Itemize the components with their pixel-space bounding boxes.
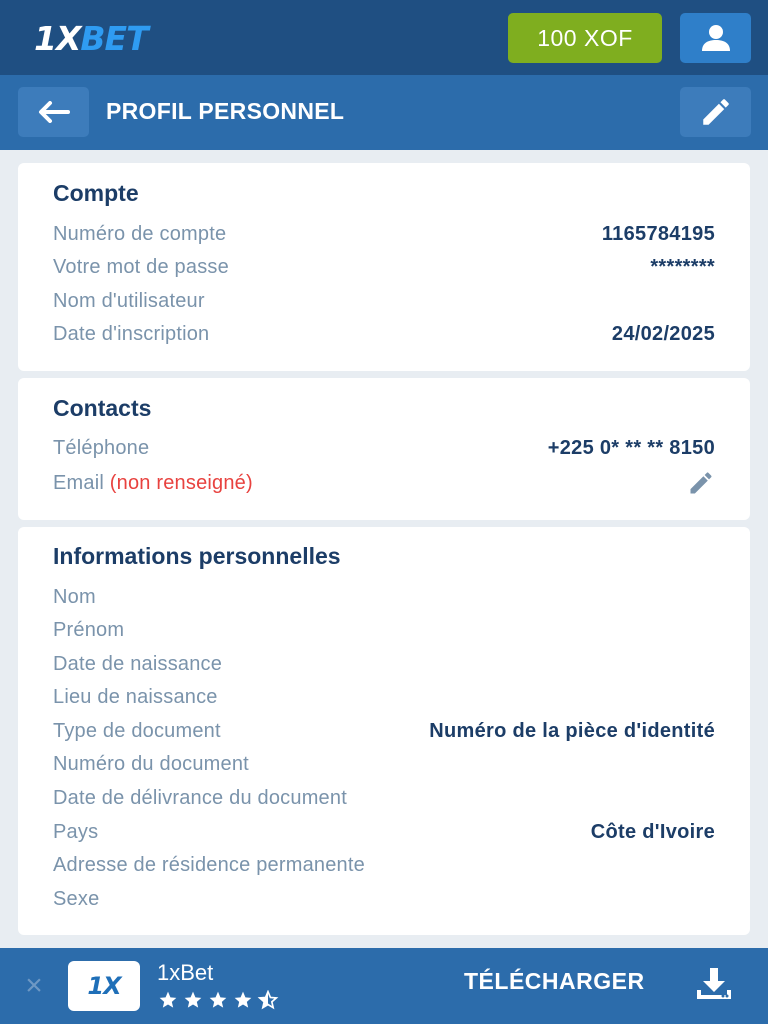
top-bar xyxy=(0,0,768,75)
logo-text: 1XBET xyxy=(34,18,148,58)
first-name-row xyxy=(53,617,715,643)
last-name-row xyxy=(53,584,715,610)
star-icon xyxy=(207,990,229,1010)
row-label: Numéro de compte xyxy=(53,222,227,245)
address-row xyxy=(53,852,715,878)
birth-date-row xyxy=(53,651,715,677)
personal-info-card xyxy=(18,527,750,935)
back-button[interactable] xyxy=(18,87,89,137)
account-card xyxy=(18,163,750,371)
row-label: Lieu de naissance xyxy=(53,685,218,708)
email-label-group xyxy=(53,472,253,495)
page-title: PROFIL PERSONNEL xyxy=(106,98,345,124)
page-header xyxy=(0,75,768,150)
arrow-left-icon xyxy=(38,101,70,123)
row-label: Sexe xyxy=(53,887,100,910)
balance-button[interactable]: 100 XOF xyxy=(508,13,662,63)
row-label: Date de naissance xyxy=(53,652,223,675)
password-value: ******** xyxy=(650,255,715,278)
pencil-icon xyxy=(699,95,733,129)
contacts-title: Contacts xyxy=(53,395,152,421)
registration-date-value: 24/02/2025 xyxy=(611,322,715,345)
document-number-row xyxy=(53,751,715,777)
document-issue-date-row xyxy=(53,785,715,811)
app-icon xyxy=(68,961,140,1011)
profile-button[interactable] xyxy=(680,13,751,63)
gender-row xyxy=(53,886,715,912)
row-label: Date de délivrance du document xyxy=(53,786,347,809)
password-row xyxy=(53,254,715,280)
birth-place-row xyxy=(53,684,715,710)
row-label: Pays xyxy=(53,820,99,843)
email-status: (non renseigné) xyxy=(109,471,253,494)
document-type-row xyxy=(53,718,715,744)
account-title: Compte xyxy=(53,180,139,206)
star-icon xyxy=(182,990,204,1010)
username-row xyxy=(53,288,715,314)
download-icon[interactable] xyxy=(694,966,734,1002)
email-label: Email xyxy=(53,471,105,494)
close-icon[interactable]: × xyxy=(25,969,43,1002)
user-icon xyxy=(700,24,732,52)
half-star-icon xyxy=(257,990,279,1010)
contacts-card xyxy=(18,378,750,520)
edit-profile-button[interactable] xyxy=(680,87,751,137)
star-icon xyxy=(157,990,179,1010)
phone-value: +225 0* ** ** 8150 xyxy=(547,436,715,459)
email-row[interactable] xyxy=(53,470,715,496)
row-label: Type de document xyxy=(53,719,221,742)
country-value: Côte d'Ivoire xyxy=(590,820,715,843)
document-type-value: Numéro de la pièce d'identité xyxy=(429,719,715,742)
registration-date-row xyxy=(53,321,715,347)
rating-stars xyxy=(157,990,279,1010)
download-button[interactable]: TÉLÉCHARGER xyxy=(464,968,645,994)
country-row xyxy=(53,819,715,845)
row-label: Nom d'utilisateur xyxy=(53,289,205,312)
row-label: Adresse de résidence permanente xyxy=(53,853,365,876)
app-icon-text: 1X xyxy=(87,972,121,1000)
row-label: Date d'inscription xyxy=(53,322,210,345)
pencil-icon[interactable] xyxy=(687,469,715,497)
star-icon xyxy=(232,990,254,1010)
row-label: Votre mot de passe xyxy=(53,255,229,278)
account-number-row xyxy=(53,221,715,247)
app-name: 1xBet xyxy=(157,960,214,985)
row-label: Prénom xyxy=(53,618,125,641)
row-label: Nom xyxy=(53,585,96,608)
logo[interactable] xyxy=(34,19,148,57)
phone-label: Téléphone xyxy=(53,436,150,459)
phone-row xyxy=(53,435,715,461)
row-label: Numéro du document xyxy=(53,752,249,775)
account-number-value[interactable]: 1165784195 xyxy=(601,222,715,245)
app-download-banner xyxy=(0,948,768,1024)
personal-info-title: Informations personnelles xyxy=(53,543,341,569)
